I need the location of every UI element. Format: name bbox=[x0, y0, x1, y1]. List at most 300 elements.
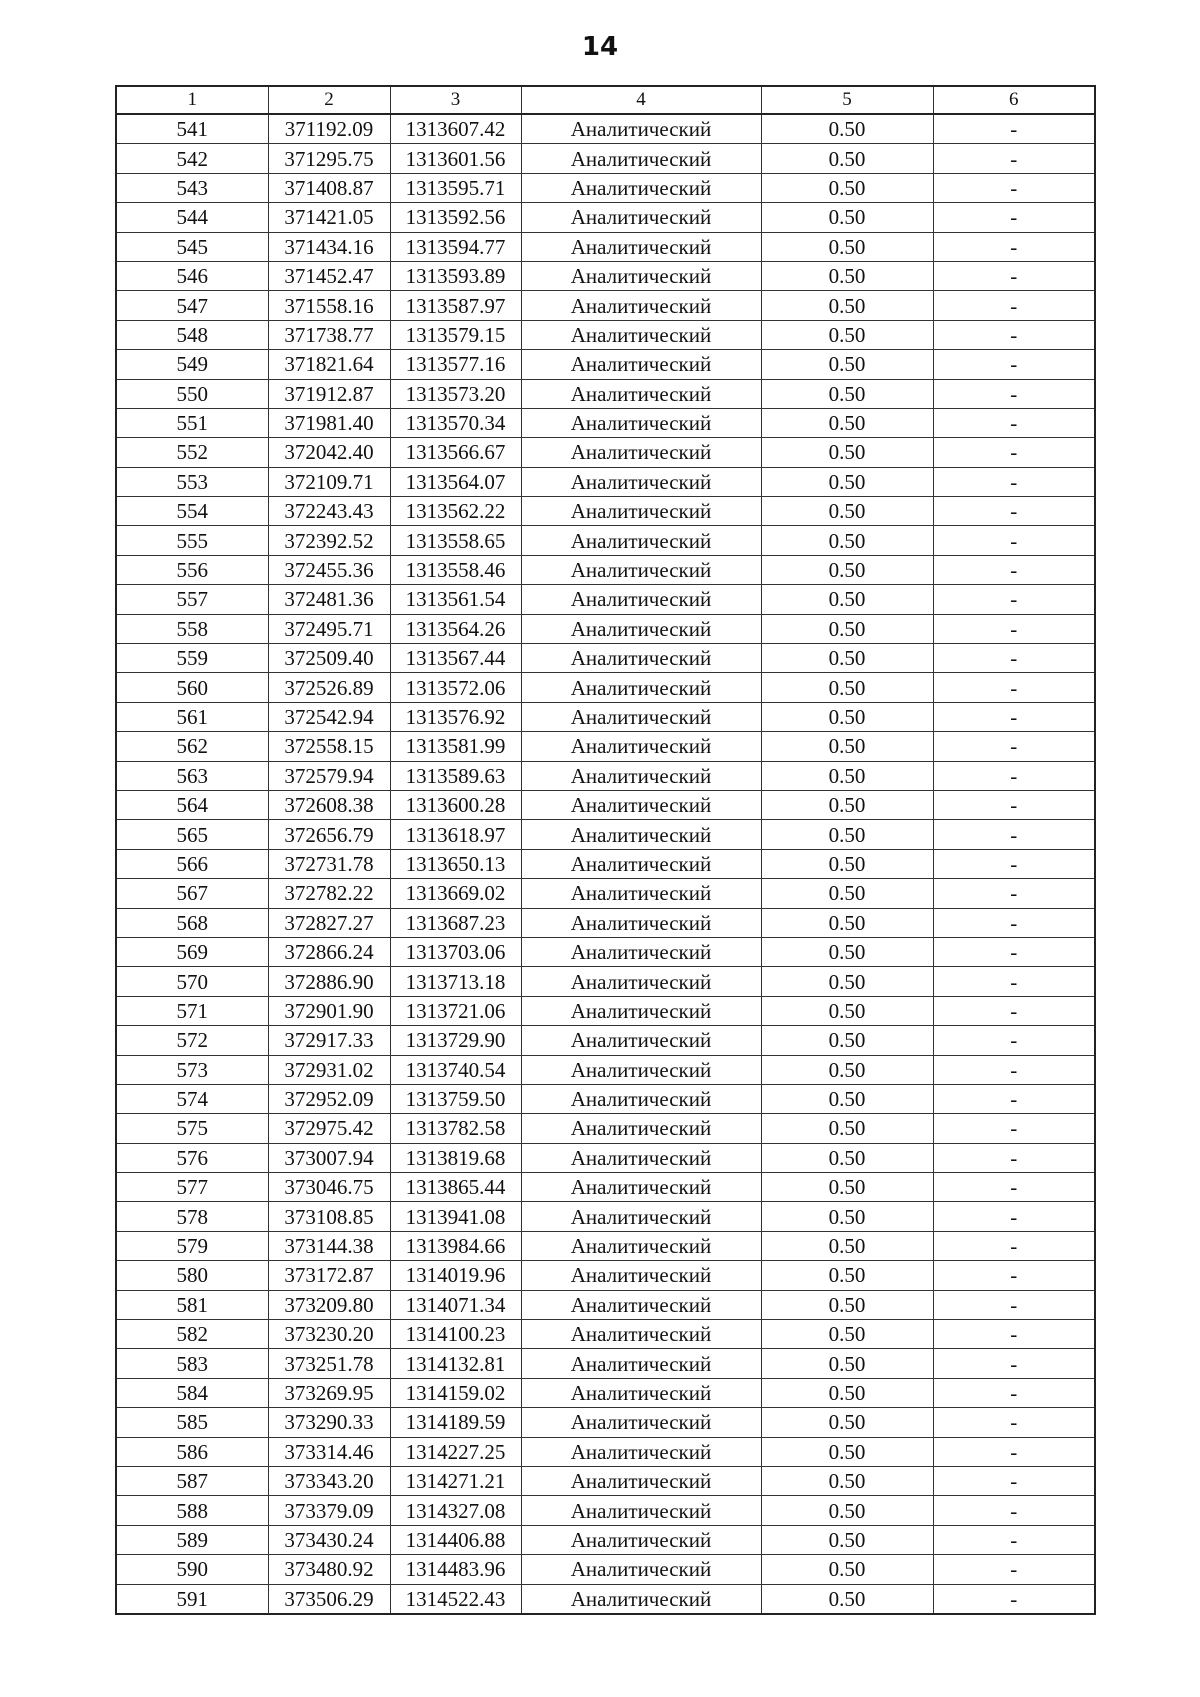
method-cell: Аналитический bbox=[521, 702, 761, 731]
y-coordinate-cell: 1313566.67 bbox=[390, 438, 521, 467]
note-cell: - bbox=[933, 1320, 1095, 1349]
x-coordinate-cell: 371738.77 bbox=[268, 320, 390, 349]
note-cell: - bbox=[933, 996, 1095, 1025]
table-header-row bbox=[116, 86, 1095, 114]
method-cell: Аналитический bbox=[521, 291, 761, 320]
y-coordinate-cell: 1313721.06 bbox=[390, 996, 521, 1025]
x-coordinate-cell: 373172.87 bbox=[268, 1261, 390, 1290]
x-coordinate-cell: 372866.24 bbox=[268, 937, 390, 966]
method-cell: Аналитический bbox=[521, 673, 761, 702]
y-coordinate-cell: 1314019.96 bbox=[390, 1261, 521, 1290]
table-row bbox=[116, 614, 1095, 643]
x-coordinate-cell: 371295.75 bbox=[268, 144, 390, 173]
note-cell: - bbox=[933, 1466, 1095, 1495]
y-coordinate-cell: 1314227.25 bbox=[390, 1437, 521, 1466]
accuracy-cell: 0.50 bbox=[761, 790, 933, 819]
y-coordinate-cell: 1313865.44 bbox=[390, 1173, 521, 1202]
note-cell: - bbox=[933, 820, 1095, 849]
accuracy-cell: 0.50 bbox=[761, 614, 933, 643]
method-cell: Аналитический bbox=[521, 1378, 761, 1407]
y-coordinate-cell: 1313607.42 bbox=[390, 114, 521, 144]
note-cell: - bbox=[933, 761, 1095, 790]
method-cell: Аналитический bbox=[521, 526, 761, 555]
accuracy-cell: 0.50 bbox=[761, 1555, 933, 1584]
note-cell: - bbox=[933, 908, 1095, 937]
y-coordinate-cell: 1313573.20 bbox=[390, 379, 521, 408]
y-coordinate-cell: 1313984.66 bbox=[390, 1231, 521, 1260]
accuracy-cell: 0.50 bbox=[761, 1349, 933, 1378]
table-row bbox=[116, 232, 1095, 261]
x-coordinate-cell: 373108.85 bbox=[268, 1202, 390, 1231]
table-row bbox=[116, 1202, 1095, 1231]
accuracy-cell: 0.50 bbox=[761, 879, 933, 908]
x-coordinate-cell: 372731.78 bbox=[268, 849, 390, 878]
point-number-cell: 549 bbox=[116, 350, 268, 379]
point-number-cell: 548 bbox=[116, 320, 268, 349]
column-header-2: 2 bbox=[268, 86, 390, 114]
y-coordinate-cell: 1313593.89 bbox=[390, 261, 521, 290]
x-coordinate-cell: 373230.20 bbox=[268, 1320, 390, 1349]
column-header-4: 4 bbox=[521, 86, 761, 114]
table-row bbox=[116, 908, 1095, 937]
x-coordinate-cell: 373046.75 bbox=[268, 1173, 390, 1202]
point-number-cell: 567 bbox=[116, 879, 268, 908]
note-cell: - bbox=[933, 1496, 1095, 1525]
note-cell: - bbox=[933, 320, 1095, 349]
note-cell: - bbox=[933, 1026, 1095, 1055]
x-coordinate-cell: 372243.43 bbox=[268, 497, 390, 526]
page-number: 14 bbox=[581, 32, 619, 62]
note-cell: - bbox=[933, 1437, 1095, 1466]
accuracy-cell: 0.50 bbox=[761, 761, 933, 790]
method-cell: Аналитический bbox=[521, 144, 761, 173]
point-number-cell: 578 bbox=[116, 1202, 268, 1231]
table-row bbox=[116, 1437, 1095, 1466]
note-cell: - bbox=[933, 203, 1095, 232]
note-cell: - bbox=[933, 585, 1095, 614]
note-cell: - bbox=[933, 702, 1095, 731]
method-cell: Аналитический bbox=[521, 1320, 761, 1349]
note-cell: - bbox=[933, 879, 1095, 908]
point-number-cell: 586 bbox=[116, 1437, 268, 1466]
x-coordinate-cell: 372392.52 bbox=[268, 526, 390, 555]
note-cell: - bbox=[933, 614, 1095, 643]
y-coordinate-cell: 1314271.21 bbox=[390, 1466, 521, 1495]
point-number-cell: 559 bbox=[116, 644, 268, 673]
y-coordinate-cell: 1314071.34 bbox=[390, 1290, 521, 1319]
x-coordinate-cell: 372481.36 bbox=[268, 585, 390, 614]
method-cell: Аналитический bbox=[521, 1261, 761, 1290]
x-coordinate-cell: 372509.40 bbox=[268, 644, 390, 673]
y-coordinate-cell: 1313669.02 bbox=[390, 879, 521, 908]
point-number-cell: 591 bbox=[116, 1584, 268, 1614]
y-coordinate-cell: 1314406.88 bbox=[390, 1525, 521, 1554]
accuracy-cell: 0.50 bbox=[761, 1525, 933, 1554]
x-coordinate-cell: 371452.47 bbox=[268, 261, 390, 290]
accuracy-cell: 0.50 bbox=[761, 379, 933, 408]
note-cell: - bbox=[933, 1555, 1095, 1584]
table-row bbox=[116, 467, 1095, 496]
accuracy-cell: 0.50 bbox=[761, 438, 933, 467]
table-row bbox=[116, 1378, 1095, 1407]
note-cell: - bbox=[933, 173, 1095, 202]
point-number-cell: 566 bbox=[116, 849, 268, 878]
method-cell: Аналитический bbox=[521, 732, 761, 761]
y-coordinate-cell: 1314189.59 bbox=[390, 1408, 521, 1437]
y-coordinate-cell: 1313592.56 bbox=[390, 203, 521, 232]
x-coordinate-cell: 371408.87 bbox=[268, 173, 390, 202]
y-coordinate-cell: 1313558.65 bbox=[390, 526, 521, 555]
method-cell: Аналитический bbox=[521, 261, 761, 290]
note-cell: - bbox=[933, 497, 1095, 526]
accuracy-cell: 0.50 bbox=[761, 585, 933, 614]
table-row bbox=[116, 379, 1095, 408]
table-row bbox=[116, 1555, 1095, 1584]
accuracy-cell: 0.50 bbox=[761, 908, 933, 937]
x-coordinate-cell: 373209.80 bbox=[268, 1290, 390, 1319]
accuracy-cell: 0.50 bbox=[761, 1143, 933, 1172]
column-header-6: 6 bbox=[933, 86, 1095, 114]
accuracy-cell: 0.50 bbox=[761, 203, 933, 232]
y-coordinate-cell: 1313579.15 bbox=[390, 320, 521, 349]
table-row bbox=[116, 1525, 1095, 1554]
point-number-cell: 563 bbox=[116, 761, 268, 790]
accuracy-cell: 0.50 bbox=[761, 1055, 933, 1084]
x-coordinate-cell: 371981.40 bbox=[268, 408, 390, 437]
y-coordinate-cell: 1313594.77 bbox=[390, 232, 521, 261]
y-coordinate-cell: 1314327.08 bbox=[390, 1496, 521, 1525]
table-row bbox=[116, 1466, 1095, 1495]
table-row bbox=[116, 673, 1095, 702]
y-coordinate-cell: 1313601.56 bbox=[390, 144, 521, 173]
accuracy-cell: 0.50 bbox=[761, 1378, 933, 1407]
note-cell: - bbox=[933, 967, 1095, 996]
method-cell: Аналитический bbox=[521, 849, 761, 878]
point-number-cell: 543 bbox=[116, 173, 268, 202]
point-number-cell: 580 bbox=[116, 1261, 268, 1290]
table-row bbox=[116, 526, 1095, 555]
note-cell: - bbox=[933, 790, 1095, 819]
point-number-cell: 576 bbox=[116, 1143, 268, 1172]
method-cell: Аналитический bbox=[521, 320, 761, 349]
method-cell: Аналитический bbox=[521, 350, 761, 379]
x-coordinate-cell: 373480.92 bbox=[268, 1555, 390, 1584]
method-cell: Аналитический bbox=[521, 614, 761, 643]
accuracy-cell: 0.50 bbox=[761, 173, 933, 202]
method-cell: Аналитический bbox=[521, 879, 761, 908]
point-number-cell: 585 bbox=[116, 1408, 268, 1437]
accuracy-cell: 0.50 bbox=[761, 1584, 933, 1614]
note-cell: - bbox=[933, 937, 1095, 966]
method-cell: Аналитический bbox=[521, 1408, 761, 1437]
y-coordinate-cell: 1313562.22 bbox=[390, 497, 521, 526]
accuracy-cell: 0.50 bbox=[761, 702, 933, 731]
accuracy-cell: 0.50 bbox=[761, 1261, 933, 1290]
note-cell: - bbox=[933, 849, 1095, 878]
point-number-cell: 588 bbox=[116, 1496, 268, 1525]
method-cell: Аналитический bbox=[521, 908, 761, 937]
note-cell: - bbox=[933, 232, 1095, 261]
method-cell: Аналитический bbox=[521, 790, 761, 819]
note-cell: - bbox=[933, 350, 1095, 379]
table-row bbox=[116, 408, 1095, 437]
point-number-cell: 554 bbox=[116, 497, 268, 526]
table-row bbox=[116, 114, 1095, 144]
y-coordinate-cell: 1313572.06 bbox=[390, 673, 521, 702]
table-row bbox=[116, 967, 1095, 996]
x-coordinate-cell: 373251.78 bbox=[268, 1349, 390, 1378]
x-coordinate-cell: 373430.24 bbox=[268, 1525, 390, 1554]
x-coordinate-cell: 373007.94 bbox=[268, 1143, 390, 1172]
x-coordinate-cell: 371912.87 bbox=[268, 379, 390, 408]
table-row bbox=[116, 1084, 1095, 1113]
accuracy-cell: 0.50 bbox=[761, 1202, 933, 1231]
x-coordinate-cell: 373290.33 bbox=[268, 1408, 390, 1437]
y-coordinate-cell: 1313595.71 bbox=[390, 173, 521, 202]
accuracy-cell: 0.50 bbox=[761, 497, 933, 526]
method-cell: Аналитический bbox=[521, 1055, 761, 1084]
x-coordinate-cell: 372901.90 bbox=[268, 996, 390, 1025]
point-number-cell: 552 bbox=[116, 438, 268, 467]
note-cell: - bbox=[933, 261, 1095, 290]
table-body bbox=[116, 114, 1095, 1614]
table-row bbox=[116, 1143, 1095, 1172]
x-coordinate-cell: 373314.46 bbox=[268, 1437, 390, 1466]
table-row bbox=[116, 1408, 1095, 1437]
table-row bbox=[116, 644, 1095, 673]
point-number-cell: 565 bbox=[116, 820, 268, 849]
point-number-cell: 581 bbox=[116, 1290, 268, 1319]
y-coordinate-cell: 1313570.34 bbox=[390, 408, 521, 437]
method-cell: Аналитический bbox=[521, 1466, 761, 1495]
table-row bbox=[116, 144, 1095, 173]
x-coordinate-cell: 371434.16 bbox=[268, 232, 390, 261]
point-number-cell: 560 bbox=[116, 673, 268, 702]
table-row bbox=[116, 291, 1095, 320]
note-cell: - bbox=[933, 1173, 1095, 1202]
point-number-cell: 568 bbox=[116, 908, 268, 937]
accuracy-cell: 0.50 bbox=[761, 291, 933, 320]
accuracy-cell: 0.50 bbox=[761, 350, 933, 379]
y-coordinate-cell: 1313564.07 bbox=[390, 467, 521, 496]
point-number-cell: 574 bbox=[116, 1084, 268, 1113]
y-coordinate-cell: 1313600.28 bbox=[390, 790, 521, 819]
table-row bbox=[116, 732, 1095, 761]
table-row bbox=[116, 1584, 1095, 1614]
table-row bbox=[116, 1290, 1095, 1319]
table-row bbox=[116, 320, 1095, 349]
x-coordinate-cell: 373379.09 bbox=[268, 1496, 390, 1525]
accuracy-cell: 0.50 bbox=[761, 1114, 933, 1143]
point-number-cell: 556 bbox=[116, 555, 268, 584]
note-cell: - bbox=[933, 1261, 1095, 1290]
table-row bbox=[116, 261, 1095, 290]
method-cell: Аналитический bbox=[521, 937, 761, 966]
note-cell: - bbox=[933, 526, 1095, 555]
y-coordinate-cell: 1313587.97 bbox=[390, 291, 521, 320]
note-cell: - bbox=[933, 1584, 1095, 1614]
y-coordinate-cell: 1313558.46 bbox=[390, 555, 521, 584]
accuracy-cell: 0.50 bbox=[761, 1496, 933, 1525]
y-coordinate-cell: 1314483.96 bbox=[390, 1555, 521, 1584]
accuracy-cell: 0.50 bbox=[761, 937, 933, 966]
method-cell: Аналитический bbox=[521, 114, 761, 144]
table-row bbox=[116, 879, 1095, 908]
table-row bbox=[116, 350, 1095, 379]
note-cell: - bbox=[933, 1525, 1095, 1554]
accuracy-cell: 0.50 bbox=[761, 1466, 933, 1495]
table-row bbox=[116, 1173, 1095, 1202]
method-cell: Аналитический bbox=[521, 467, 761, 496]
accuracy-cell: 0.50 bbox=[761, 1026, 933, 1055]
method-cell: Аналитический bbox=[521, 1143, 761, 1172]
table-row bbox=[116, 1231, 1095, 1260]
point-number-cell: 542 bbox=[116, 144, 268, 173]
method-cell: Аналитический bbox=[521, 555, 761, 584]
table-row bbox=[116, 790, 1095, 819]
x-coordinate-cell: 372952.09 bbox=[268, 1084, 390, 1113]
point-number-cell: 564 bbox=[116, 790, 268, 819]
point-number-cell: 587 bbox=[116, 1466, 268, 1495]
note-cell: - bbox=[933, 1349, 1095, 1378]
x-coordinate-cell: 372886.90 bbox=[268, 967, 390, 996]
accuracy-cell: 0.50 bbox=[761, 1290, 933, 1319]
point-number-cell: 557 bbox=[116, 585, 268, 614]
point-number-cell: 561 bbox=[116, 702, 268, 731]
x-coordinate-cell: 372455.36 bbox=[268, 555, 390, 584]
y-coordinate-cell: 1313650.13 bbox=[390, 849, 521, 878]
note-cell: - bbox=[933, 467, 1095, 496]
accuracy-cell: 0.50 bbox=[761, 967, 933, 996]
point-number-cell: 575 bbox=[116, 1114, 268, 1143]
note-cell: - bbox=[933, 1231, 1095, 1260]
x-coordinate-cell: 372042.40 bbox=[268, 438, 390, 467]
x-coordinate-cell: 371421.05 bbox=[268, 203, 390, 232]
table-row bbox=[116, 1349, 1095, 1378]
y-coordinate-cell: 1313740.54 bbox=[390, 1055, 521, 1084]
note-cell: - bbox=[933, 1055, 1095, 1084]
point-number-cell: 572 bbox=[116, 1026, 268, 1055]
accuracy-cell: 0.50 bbox=[761, 1320, 933, 1349]
accuracy-cell: 0.50 bbox=[761, 408, 933, 437]
y-coordinate-cell: 1313567.44 bbox=[390, 644, 521, 673]
accuracy-cell: 0.50 bbox=[761, 1437, 933, 1466]
y-coordinate-cell: 1313618.97 bbox=[390, 820, 521, 849]
method-cell: Аналитический bbox=[521, 1290, 761, 1319]
method-cell: Аналитический bbox=[521, 379, 761, 408]
method-cell: Аналитический bbox=[521, 232, 761, 261]
y-coordinate-cell: 1313589.63 bbox=[390, 761, 521, 790]
x-coordinate-cell: 373506.29 bbox=[268, 1584, 390, 1614]
point-number-cell: 562 bbox=[116, 732, 268, 761]
point-number-cell: 547 bbox=[116, 291, 268, 320]
table-row bbox=[116, 996, 1095, 1025]
table-row bbox=[116, 173, 1095, 202]
x-coordinate-cell: 372542.94 bbox=[268, 702, 390, 731]
table-row bbox=[116, 702, 1095, 731]
x-coordinate-cell: 371192.09 bbox=[268, 114, 390, 144]
method-cell: Аналитический bbox=[521, 438, 761, 467]
note-cell: - bbox=[933, 673, 1095, 702]
accuracy-cell: 0.50 bbox=[761, 144, 933, 173]
method-cell: Аналитический bbox=[521, 1026, 761, 1055]
method-cell: Аналитический bbox=[521, 203, 761, 232]
point-number-cell: 541 bbox=[116, 114, 268, 144]
method-cell: Аналитический bbox=[521, 1525, 761, 1554]
x-coordinate-cell: 372558.15 bbox=[268, 732, 390, 761]
y-coordinate-cell: 1313759.50 bbox=[390, 1084, 521, 1113]
y-coordinate-cell: 1313577.16 bbox=[390, 350, 521, 379]
y-coordinate-cell: 1314132.81 bbox=[390, 1349, 521, 1378]
accuracy-cell: 0.50 bbox=[761, 114, 933, 144]
x-coordinate-cell: 373269.95 bbox=[268, 1378, 390, 1407]
method-cell: Аналитический bbox=[521, 408, 761, 437]
x-coordinate-cell: 372579.94 bbox=[268, 761, 390, 790]
accuracy-cell: 0.50 bbox=[761, 1408, 933, 1437]
x-coordinate-cell: 372109.71 bbox=[268, 467, 390, 496]
method-cell: Аналитический bbox=[521, 644, 761, 673]
table-row bbox=[116, 1055, 1095, 1084]
note-cell: - bbox=[933, 1084, 1095, 1113]
x-coordinate-cell: 372827.27 bbox=[268, 908, 390, 937]
method-cell: Аналитический bbox=[521, 1349, 761, 1378]
method-cell: Аналитический bbox=[521, 996, 761, 1025]
accuracy-cell: 0.50 bbox=[761, 555, 933, 584]
coordinates-table bbox=[115, 85, 1096, 1615]
table-row bbox=[116, 1320, 1095, 1349]
table-row bbox=[116, 555, 1095, 584]
method-cell: Аналитический bbox=[521, 1437, 761, 1466]
note-cell: - bbox=[933, 1143, 1095, 1172]
accuracy-cell: 0.50 bbox=[761, 644, 933, 673]
note-cell: - bbox=[933, 291, 1095, 320]
note-cell: - bbox=[933, 644, 1095, 673]
y-coordinate-cell: 1313703.06 bbox=[390, 937, 521, 966]
method-cell: Аналитический bbox=[521, 585, 761, 614]
point-number-cell: 550 bbox=[116, 379, 268, 408]
table-row bbox=[116, 1261, 1095, 1290]
y-coordinate-cell: 1314159.02 bbox=[390, 1378, 521, 1407]
accuracy-cell: 0.50 bbox=[761, 1084, 933, 1113]
note-cell: - bbox=[933, 1408, 1095, 1437]
x-coordinate-cell: 372526.89 bbox=[268, 673, 390, 702]
point-number-cell: 584 bbox=[116, 1378, 268, 1407]
point-number-cell: 590 bbox=[116, 1555, 268, 1584]
method-cell: Аналитический bbox=[521, 1584, 761, 1614]
x-coordinate-cell: 371821.64 bbox=[268, 350, 390, 379]
column-header-5: 5 bbox=[761, 86, 933, 114]
table-row bbox=[116, 1114, 1095, 1143]
note-cell: - bbox=[933, 1114, 1095, 1143]
note-cell: - bbox=[933, 1202, 1095, 1231]
table-row bbox=[116, 585, 1095, 614]
point-number-cell: 571 bbox=[116, 996, 268, 1025]
method-cell: Аналитический bbox=[521, 1173, 761, 1202]
table-row bbox=[116, 1026, 1095, 1055]
y-coordinate-cell: 1313576.92 bbox=[390, 702, 521, 731]
method-cell: Аналитический bbox=[521, 1084, 761, 1113]
note-cell: - bbox=[933, 1378, 1095, 1407]
y-coordinate-cell: 1313581.99 bbox=[390, 732, 521, 761]
accuracy-cell: 0.50 bbox=[761, 232, 933, 261]
accuracy-cell: 0.50 bbox=[761, 320, 933, 349]
column-header-3: 3 bbox=[390, 86, 521, 114]
point-number-cell: 546 bbox=[116, 261, 268, 290]
table-row bbox=[116, 497, 1095, 526]
note-cell: - bbox=[933, 144, 1095, 173]
y-coordinate-cell: 1313941.08 bbox=[390, 1202, 521, 1231]
accuracy-cell: 0.50 bbox=[761, 1231, 933, 1260]
